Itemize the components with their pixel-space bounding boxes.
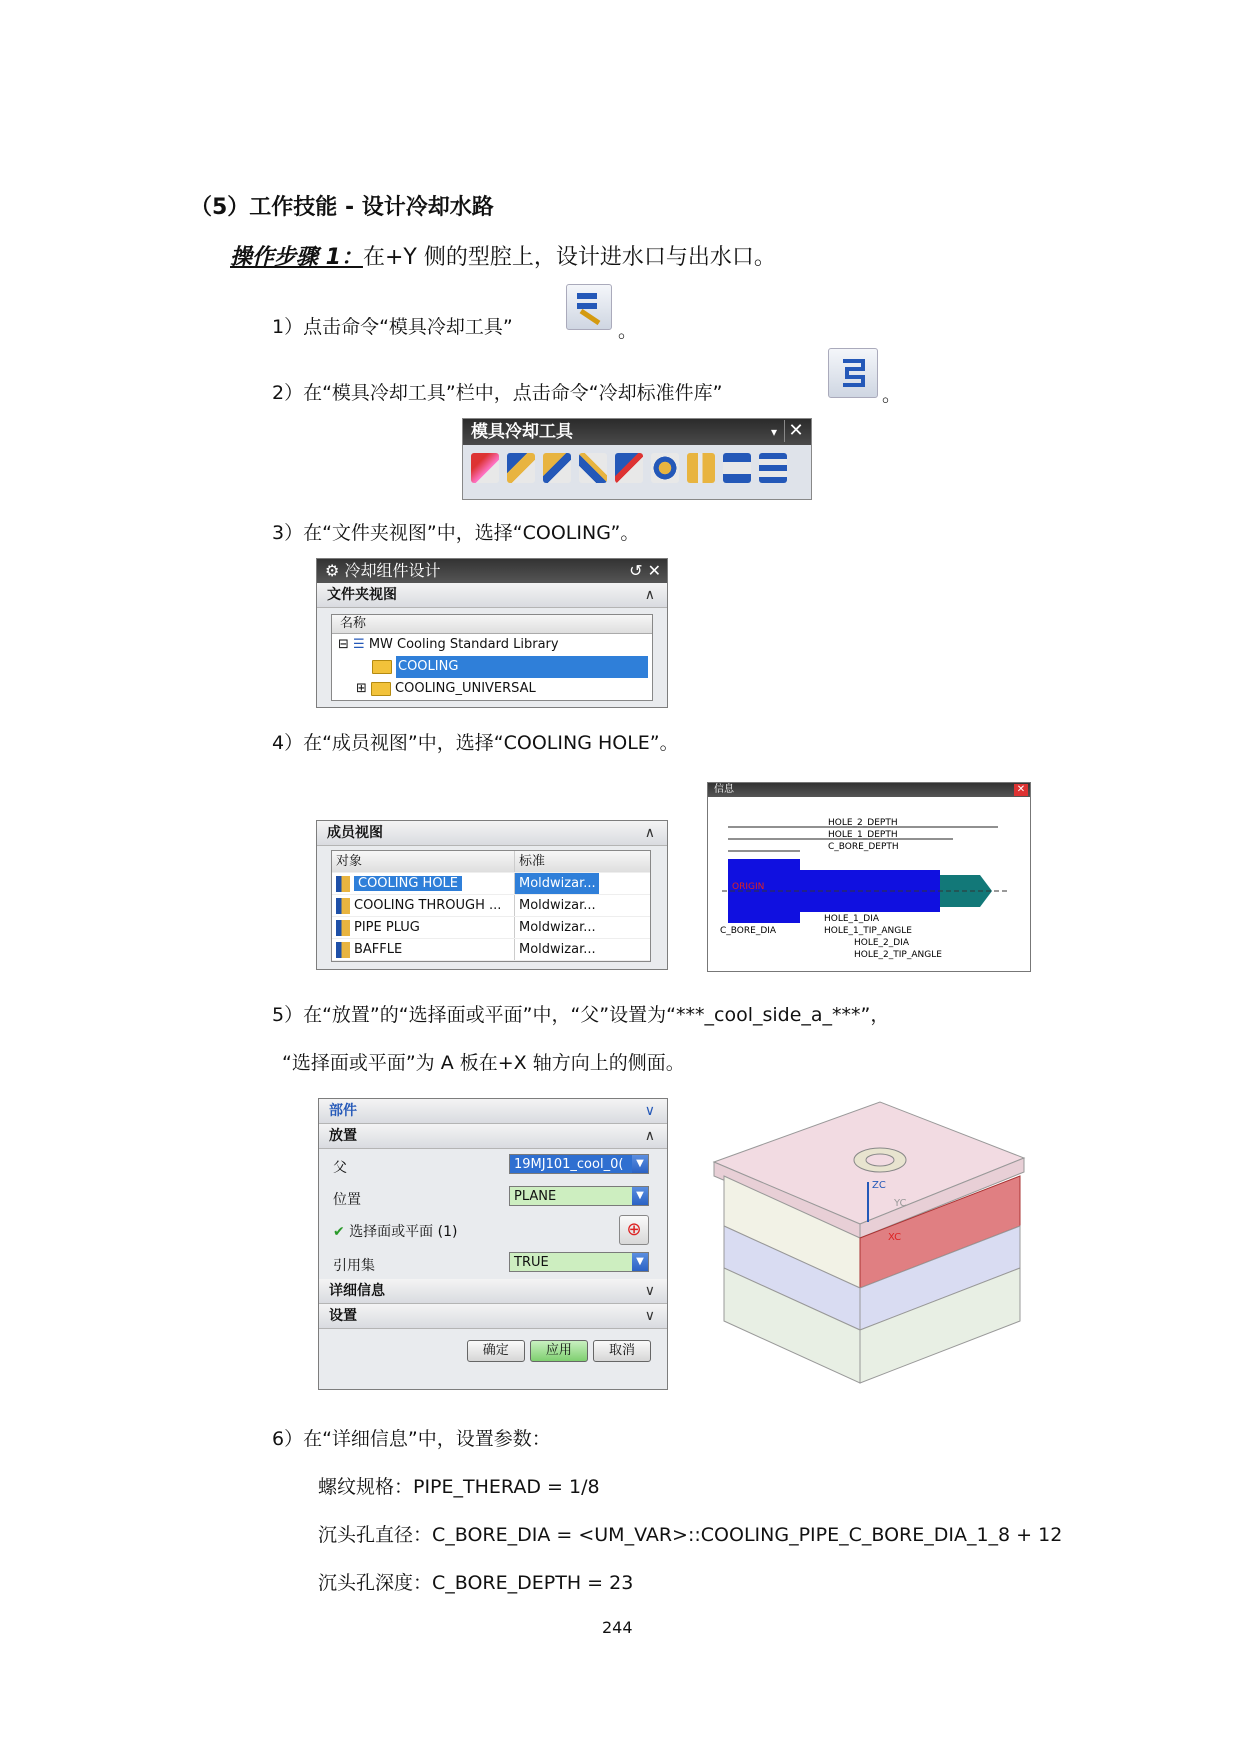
section-details — [319, 1279, 667, 1304]
ref-set-select[interactable] — [509, 1252, 649, 1272]
section-label: 设置 — [329, 1308, 357, 1324]
cooling-std-lib-icon[interactable] — [759, 453, 787, 483]
gear-icon[interactable]: ⚙ — [325, 561, 340, 580]
column-header: 对象 — [336, 854, 363, 869]
field-ref-set — [319, 1247, 667, 1279]
param-c-bore-dia: 沉头孔直径：C_BORE_DIA = <UM_VAR>::COOLING_PIPE_C_BORE_DIA_1_8 + 12 — [318, 1524, 1063, 1546]
mold-cooling-tool-icon[interactable] — [566, 284, 612, 330]
table-row[interactable] — [332, 895, 650, 917]
table-row[interactable] — [332, 873, 650, 895]
cooling-tool-icon-8[interactable] — [723, 453, 751, 483]
step-1-label: 操作步骤 1： — [230, 245, 363, 270]
apply-button[interactable]: 应用 — [530, 1340, 588, 1362]
position-select[interactable] — [509, 1186, 649, 1206]
label-hole-2-tip-angle: HOLE_2_TIP_ANGLE — [854, 950, 942, 960]
mold-cooling-toolbar — [462, 418, 812, 500]
step-3-text: 3）在“文件夹视图”中，选择“COOLING”。 — [272, 522, 640, 544]
chevron-up-icon[interactable]: ∧ — [644, 1128, 655, 1144]
part-icon — [336, 898, 350, 914]
select-face-button[interactable]: ⊕ — [619, 1215, 649, 1245]
cooling-tool-icon-4[interactable] — [579, 453, 607, 483]
field-label: 位置 — [333, 1192, 361, 1208]
axis-zc: ZC — [872, 1180, 886, 1191]
step-2-end: 。 — [882, 384, 902, 406]
part-icon — [336, 942, 350, 958]
label-hole-1-dia: HOLE_1_DIA — [824, 914, 880, 924]
column-header: 标准 — [514, 851, 599, 872]
close-icon[interactable]: ✕ — [784, 420, 807, 442]
param-c-bore-depth: 沉头孔深度：C_BORE_DEPTH = 23 — [318, 1572, 634, 1594]
folder-icon — [371, 682, 391, 696]
tree-root[interactable]: ⊟ ☰ MW Cooling Standard Library — [338, 637, 559, 652]
cancel-button[interactable]: 取消 — [593, 1340, 651, 1362]
field-position — [319, 1181, 667, 1213]
chevron-up-icon[interactable]: ∧ — [644, 587, 655, 603]
section-label: 成员视图 — [327, 825, 383, 841]
toolbar-dropdown-icon[interactable]: ▾ — [770, 425, 777, 439]
tree-node-label: COOLING — [396, 656, 648, 678]
member-view-section — [317, 821, 667, 846]
field-select-face — [319, 1213, 667, 1247]
chevron-down-icon[interactable]: ▼ — [632, 1253, 648, 1271]
cooling-tool-icon-5[interactable] — [615, 453, 643, 483]
tree-node-label: COOLING_UNIVERSAL — [395, 681, 536, 696]
section-settings — [319, 1304, 667, 1329]
field-label: 父 — [333, 1160, 347, 1176]
toolbar-title: 模具冷却工具 — [471, 422, 573, 442]
page-number: 244 — [602, 1618, 633, 1637]
row-name: PIPE PLUG — [354, 920, 420, 935]
chevron-down-icon[interactable]: ▼ — [632, 1187, 648, 1205]
row-std: Moldwizar... — [514, 895, 599, 916]
placement-dialog — [318, 1098, 668, 1390]
parent-select[interactable] — [509, 1154, 649, 1174]
row-name: BAFFLE — [354, 942, 403, 957]
mold-3d-view — [710, 1098, 1040, 1393]
library-icon: ☰ — [353, 637, 365, 652]
step-1-item-text: 1）点击命令“模具冷却工具” — [272, 316, 513, 338]
step-1-text: 在+Y 侧的型腔上，设计进水口与出水口。 — [362, 245, 776, 270]
field-label: 引用集 — [333, 1258, 375, 1274]
step-4-text: 4）在“成员视图”中，选择“COOLING HOLE”。 — [272, 732, 679, 754]
info-window — [707, 782, 1031, 972]
row-std: Moldwizar... — [514, 917, 599, 938]
step-1 — [230, 240, 776, 271]
member-view-panel — [316, 820, 668, 970]
step-2-text: 2）在“模具冷却工具”栏中，点击命令“冷却标准件库” — [272, 382, 723, 404]
field-value: PLANE — [514, 1189, 557, 1204]
field-parent — [319, 1149, 667, 1181]
part-icon — [336, 876, 350, 892]
field-value: 19MJ101_cool_0( — [514, 1157, 624, 1172]
row-std: Moldwizar... — [514, 873, 599, 894]
step-1-item — [272, 312, 513, 339]
chevron-down-icon[interactable]: ▼ — [632, 1155, 648, 1173]
tree-node-cooling-universal[interactable]: ⊞ COOLING_UNIVERSAL — [356, 681, 536, 696]
label-origin: ORIGIN — [732, 882, 765, 892]
chevron-down-icon[interactable]: ∨ — [644, 1308, 655, 1324]
label-hole-1-depth: HOLE_1_DEPTH — [828, 830, 898, 840]
section-label: 文件夹视图 — [327, 587, 397, 603]
table-row[interactable] — [332, 939, 650, 961]
ok-button[interactable]: 确定 — [467, 1340, 525, 1362]
step-5-text-b: “选择面或平面”为 A 板在+X 轴方向上的侧面。 — [282, 1052, 685, 1074]
folder-icon — [372, 660, 392, 674]
chevron-down-icon[interactable]: ∨ — [644, 1103, 655, 1119]
section-placement — [319, 1124, 667, 1149]
table-row[interactable] — [332, 917, 650, 939]
label-c-bore-depth: C_BORE_DEPTH — [828, 842, 899, 852]
field-value: TRUE — [514, 1255, 549, 1270]
cooling-tool-icon-3[interactable] — [543, 453, 571, 483]
member-table — [331, 850, 651, 962]
section-label: 部件 — [329, 1103, 357, 1119]
folder-tree — [331, 614, 653, 701]
chevron-up-icon[interactable]: ∧ — [644, 825, 655, 841]
check-icon: ✔ — [333, 1224, 345, 1240]
tree-node-cooling[interactable] — [332, 656, 652, 678]
row-name: COOLING THROUGH ... — [354, 898, 502, 913]
dialog-title: 冷却组件设计 — [344, 561, 441, 580]
label-c-bore-dia: C_BORE_DIA — [720, 926, 777, 936]
field-label-wrap — [333, 1221, 457, 1241]
column-header: 名称 — [332, 615, 652, 634]
axis-yc: YC — [894, 1198, 907, 1209]
cooling-tool-icon-1[interactable] — [471, 453, 499, 483]
part-icon — [336, 920, 350, 936]
section-label: 放置 — [329, 1128, 357, 1144]
row-std: Moldwizar... — [514, 939, 599, 960]
chevron-down-icon[interactable]: ∨ — [644, 1283, 655, 1299]
cooling-hole-diagram — [708, 797, 1030, 971]
section-label: 详细信息 — [329, 1283, 385, 1299]
param-thread: 螺纹规格：PIPE_THERAD = 1/8 — [318, 1476, 600, 1498]
label-hole-2-depth: HOLE_2_DEPTH — [828, 818, 898, 828]
cooling-tool-icon-6[interactable] — [651, 453, 679, 483]
step-1-end: 。 — [618, 320, 638, 342]
step-5-text-a: 5）在“放置”的“选择面或平面”中，“父”设置为“***_cool_side_a_***”， — [272, 1004, 890, 1026]
field-label: 选择面或平面 (1) — [349, 1224, 458, 1240]
folder-view-section — [317, 583, 667, 608]
tree-root-label: MW Cooling Standard Library — [368, 637, 559, 652]
label-hole-2-dia: HOLE_2_DIA — [854, 938, 910, 948]
cooling-tool-icon-2[interactable] — [507, 453, 535, 483]
axis-xc: XC — [888, 1232, 902, 1243]
info-title: 信息 — [714, 784, 734, 795]
cooling-std-lib-icon[interactable] — [828, 348, 878, 398]
section-heading: （5）工作技能 - 设计冷却水路 — [190, 195, 494, 220]
folder-view-dialog — [316, 558, 668, 708]
close-icon[interactable]: ✕ — [1014, 784, 1028, 796]
cooling-tool-icon-7[interactable] — [687, 453, 715, 483]
row-name: COOLING HOLE — [354, 876, 462, 891]
close-icon[interactable]: ↺ ✕ — [629, 561, 661, 580]
label-hole-1-tip-angle: HOLE_1_TIP_ANGLE — [824, 926, 912, 936]
section-part — [319, 1099, 667, 1124]
step-6-text: 6）在“详细信息”中，设置参数： — [272, 1428, 551, 1450]
